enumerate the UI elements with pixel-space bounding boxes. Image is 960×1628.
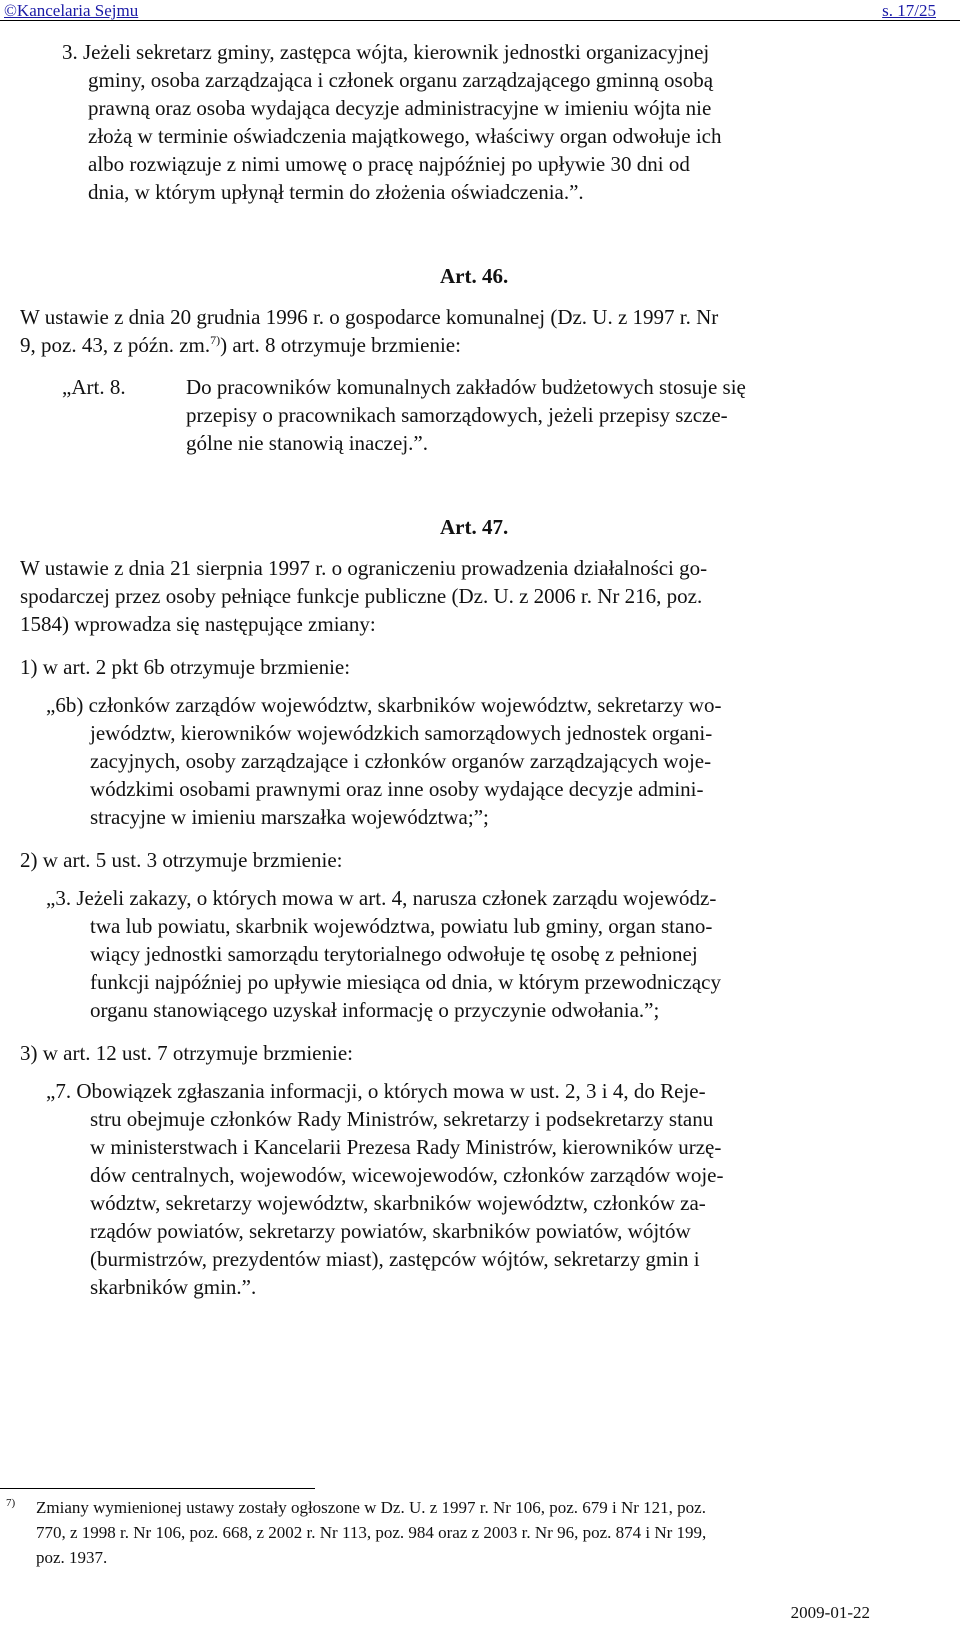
footnote-ref[interactable]: 7) (210, 333, 221, 347)
text-line: skarbników gmin.”. (90, 1275, 257, 1299)
text-line: rządów powiatów, sekretarzy powiatów, skarbników powiatów, wójtów (90, 1219, 691, 1243)
footnote-line: Zmiany wymienionej ustawy zostały ogłoszone w Dz. U. z 1997 r. Nr 106, poz. 679 i Nr 121, poz. (36, 1498, 706, 1517)
text-line: stracyjne w imieniu marszałka województwa;”; (90, 805, 489, 829)
footnote-text (36, 1495, 866, 1570)
text-line: prawną oraz osoba wydająca decyzje administracyjne w imieniu wójta nie (88, 96, 712, 120)
footnote-rule (0, 1488, 315, 1489)
text-line: wódzkimi osobami prawnymi oraz inne osoby wydające decyzje admini- (90, 777, 704, 801)
header-rule (0, 20, 960, 21)
text-line: w ministerstwach i Kancelarii Prezesa Rady Ministrów, kierowników urzę- (90, 1135, 722, 1159)
text-line: gólne nie stanowią inaczej.”. (186, 431, 428, 455)
publisher-link[interactable]: ©Kancelaria Sejmu (4, 1, 139, 20)
item-heading: 3) w art. 12 ust. 7 otrzymuje brzmienie: (20, 1041, 353, 1065)
footnote-line: 770, z 1998 r. Nr 106, poz. 668, z 2002 r. Nr 113, poz. 984 oraz z 2003 r. Nr 96, poz. 874 i Nr 199, (36, 1523, 707, 1542)
page-number-link[interactable]: s. 17/25 (882, 1, 936, 20)
text-line: albo rozwiązuje z nimi umowę o pracę najpóźniej po upływie 30 dni od (88, 152, 690, 176)
item-heading: 2) w art. 5 ust. 3 otrzymuje brzmienie: (20, 848, 343, 872)
text-line: W ustawie z dnia 21 sierpnia 1997 r. o ograniczeniu prowadzenia działalności go- (20, 556, 708, 580)
text-line: organu stanowiącego uzyskał informację o przyczynie odwołania.”; (90, 998, 660, 1022)
text-line: złożą w terminie oświadczenia majątkowego, właściwy organ odwołuje ich (88, 124, 722, 148)
text-line: twa lub powiatu, skarbnik województwa, powiatu lub gminy, organ stano- (90, 914, 713, 938)
text-line: „6b) członków zarządów województw, skarbników województw, sekretarzy wo- (46, 693, 722, 717)
footnote-number: 7) (6, 1497, 16, 1509)
text-line: 1584) wprowadza się następujące zmiany: (20, 612, 376, 636)
text-line: wództw, sekretarzy województw, skarbników województw, członków za- (90, 1191, 706, 1215)
page-header (0, 0, 960, 22)
footer-date: 2009-01-22 (790, 1603, 870, 1622)
text-line: W ustawie z dnia 20 grudnia 1996 r. o gospodarce komunalnej (Dz. U. z 1997 r. Nr (20, 305, 719, 329)
text-line: dów centralnych, wojewodów, wicewojewodów, członków zarządów woje- (90, 1163, 724, 1187)
text-line: dnia, w którym upłynął termin do złożenia oświadczenia.”. (88, 180, 584, 204)
quote-label: „Art. 8. (62, 375, 126, 399)
text-span: 9, poz. 43, z późn. zm. (20, 333, 211, 357)
text-line: zacyjnych, osoby zarządzające i członków organów zarządzających woje- (90, 749, 712, 773)
text-line: Do pracowników komunalnych zakładów budżetowych stosuje się (186, 375, 746, 399)
text-line: 3. Jeżeli sekretarz gminy, zastępca wójta, kierownik jednostki organizacyjnej (62, 40, 710, 64)
article-46-title: Art. 46. (440, 264, 509, 288)
text-line: funkcji najpóźniej po upływie miesiąca od dnia, w którym przewodniczący (90, 970, 721, 994)
text-line: (burmistrzów, prezydentów miast), zastępców wójtów, sekretarzy gmin i (90, 1247, 700, 1271)
text-line: „7. Obowiązek zgłaszania informacji, o których mowa w ust. 2, 3 i 4, do Reje- (46, 1079, 706, 1103)
text-line: spodarczej przez osoby pełniące funkcje publiczne (Dz. U. z 2006 r. Nr 216, poz. (20, 584, 703, 608)
text-line: gminy, osoba zarządzająca i członek organu zarządzającego gminną osobą (88, 68, 714, 92)
article-47-title: Art. 47. (440, 515, 509, 539)
text-line (20, 331, 862, 360)
text-line: jewództw, kierowników wojewódzkich samorządowych jednostek organi- (90, 721, 713, 745)
text-line: wiący jednostki samorządu terytorialnego odwołuje tę osobę z pełnionej (90, 942, 698, 966)
text-line: stru obejmuje członków Rady Ministrów, sekretarzy i podsekretarzy stanu (90, 1107, 714, 1131)
text-line: „3. Jeżeli zakazy, o których mowa w art. 4, narusza członek zarządu wojewódz- (46, 886, 717, 910)
text-span: ) art. 8 otrzymuje brzmienie: (220, 333, 461, 357)
footnote-line: poz. 1937. (36, 1548, 108, 1567)
text-line: przepisy o pracownikach samorządowych, jeżeli przepisy szcze- (186, 403, 728, 427)
item-heading: 1) w art. 2 pkt 6b otrzymuje brzmienie: (20, 655, 351, 679)
